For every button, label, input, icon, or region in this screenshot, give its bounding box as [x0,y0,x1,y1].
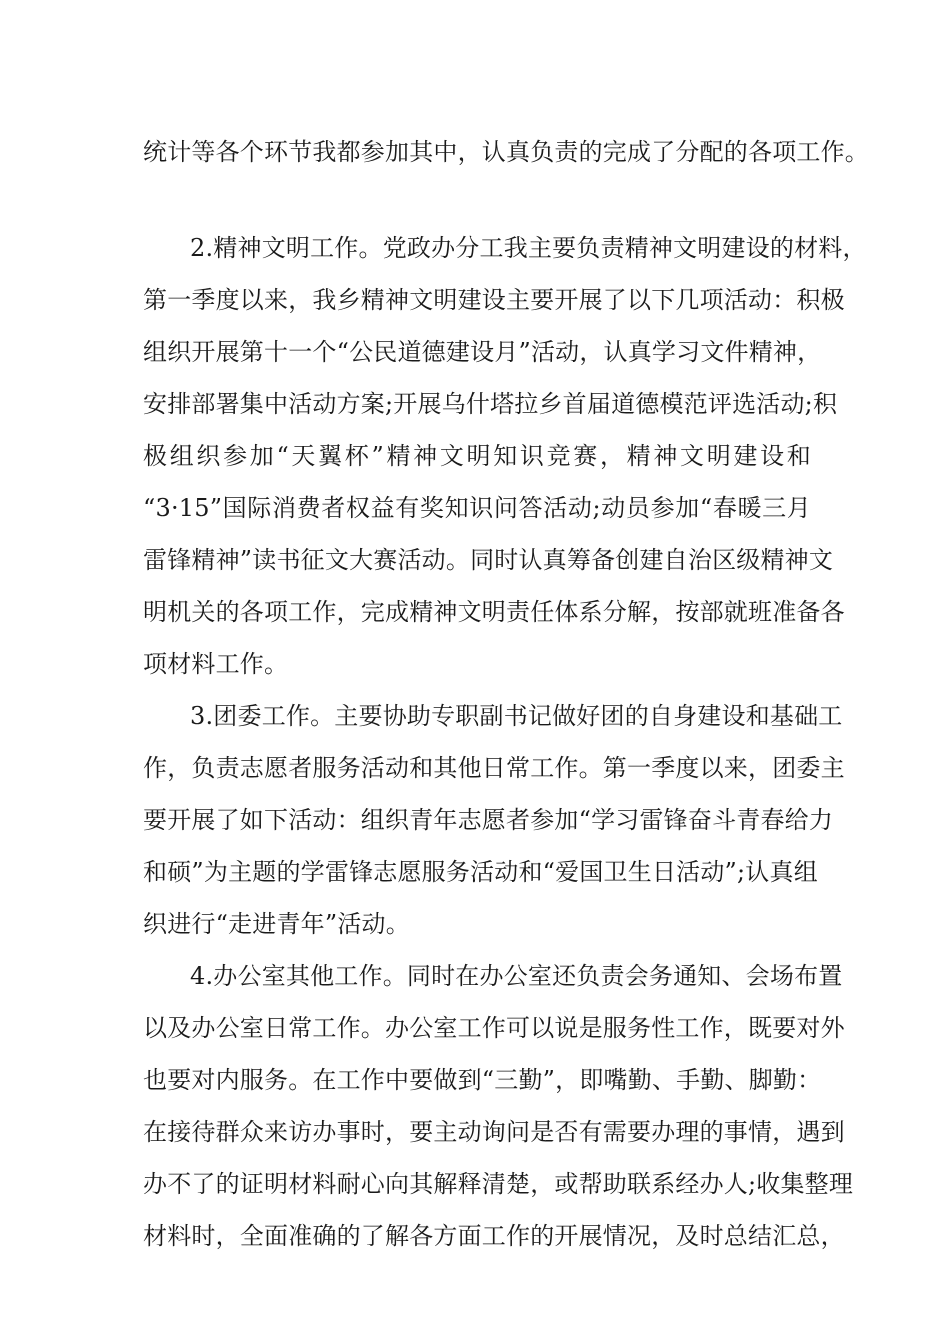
section4-line: 以及办公室日常工作。办公室工作可以说是服务性工作，既要对外 [143,1014,845,1042]
section4-line: 材料时，全面准确的了解各方面工作的开展情况，及时总结汇总， [143,1222,845,1250]
section4-line: 办不了的证明材料耐心向其解释清楚，或帮助联系经办人;收集整理 [143,1170,854,1198]
intro-paragraph-line: 统计等各个环节我都参加其中，认真负责的完成了分配的各项工作。 [143,138,869,166]
section3-line: 和硕”为主题的学雷锋志愿服务活动和“爱国卫生日活动”;认真组 [143,858,818,886]
section3-line: 3.团委工作。主要协助专职副书记做好团的自身建设和基础工 [190,702,843,730]
section2-line: 安排部署集中活动方案;开展乌什塔拉乡首届道德模范评选活动;积 [143,390,838,418]
section3-line: 作，负责志愿者服务活动和其他日常工作。第一季度以来，团委主 [143,754,845,782]
section4-line: 也要对内服务。在工作中要做到“三勤”，即嘴勤、手勤、脚勤： [143,1066,822,1094]
section2-line: 明机关的各项工作，完成精神文明责任体系分解，按部就班准备各 [143,598,845,626]
section3-line: 织进行“走进青年”活动。 [143,910,410,938]
section3-line: 要开展了如下活动：组织青年志愿者参加“学习雷锋奋斗青春给力 [143,806,834,834]
section4-line: 在接待群众来访办事时，要主动询问是否有需要办理的事情，遇到 [143,1118,845,1146]
section2-line: 雷锋精神”读书征文大赛活动。同时认真筹备创建自治区级精神文 [143,546,834,574]
section2-line: 2.精神文明工作。党政办分工我主要负责精神文明建设的材料， [190,234,867,262]
section2-line: 项材料工作。 [143,650,289,678]
section2-line: 组织开展第十一个“公民道德建设月”活动，认真学习文件精神， [143,338,822,366]
section2-line: “3·15”国际消费者权益有奖知识问答活动;动员参加“春暖三月 [143,494,811,522]
section2-line: 极组织参加“天翼杯”精神文明知识竞赛，精神文明建设和 [143,442,811,470]
section2-line: 第一季度以来，我乡精神文明建设主要开展了以下几项活动：积极 [143,286,845,314]
section4-line: 4.办公室其他工作。同时在办公室还负责会务通知、会场布置 [190,962,843,990]
